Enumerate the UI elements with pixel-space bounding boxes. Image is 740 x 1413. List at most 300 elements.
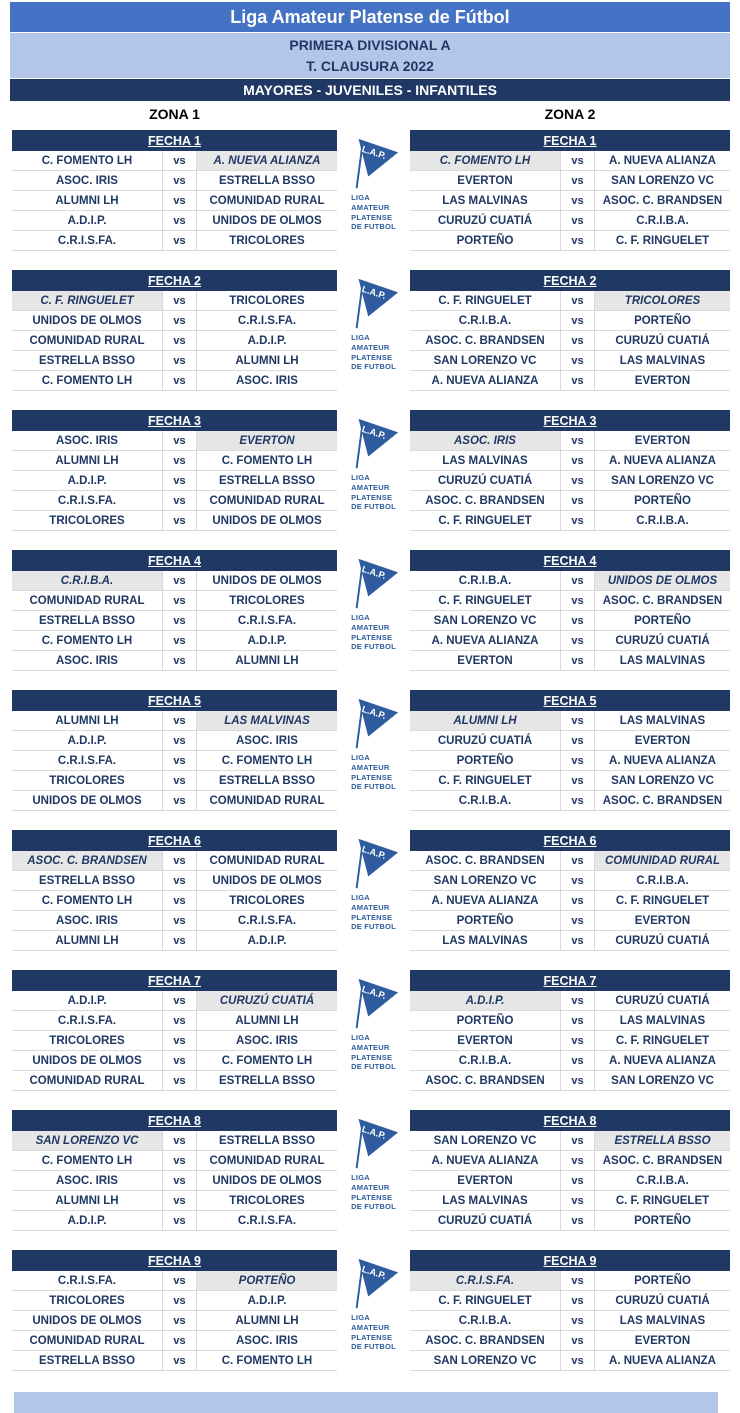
home-team-cell: C.R.I.S.FA. [57, 1274, 117, 1287]
home-team-cell: C.R.I.S.FA. [57, 1014, 117, 1027]
match-row [12, 1051, 337, 1071]
match-row [12, 1171, 337, 1191]
away-team-cell: ESTRELLA BSSO [218, 1074, 316, 1087]
match-row [12, 451, 337, 471]
vs-label: vs [162, 291, 197, 310]
fecha-label: FECHA 5 [543, 693, 597, 708]
fecha-label: FECHA 8 [147, 1113, 201, 1128]
vs-label: vs [162, 631, 197, 650]
vs-label: vs [162, 431, 197, 450]
away-team-cell: UNIDOS DE OLMOS [212, 214, 322, 227]
vs-label: vs [162, 471, 197, 490]
vs-label: vs [560, 171, 595, 190]
away-team-cell: ASOC. IRIS [236, 734, 298, 747]
away-team-cell: A. NUEVA ALIANZA [609, 754, 716, 767]
round-row [0, 1250, 740, 1371]
home-team-cell: ALUMNI LH [55, 714, 119, 727]
match-row [12, 611, 337, 631]
vs-label: vs [162, 1171, 197, 1190]
pennant-flag-icon [346, 1256, 402, 1312]
away-team-cell: A. NUEVA ALIANZA [609, 154, 716, 167]
home-team-cell: COMUNIDAD RURAL [29, 1074, 145, 1087]
home-team-cell: SAN LORENZO VC [12, 1131, 162, 1150]
home-team-cell: C. FOMENTO LH [41, 1154, 133, 1167]
match-row [12, 211, 337, 231]
vs-label: vs [162, 1031, 197, 1050]
match-row [410, 1351, 730, 1371]
match-row [12, 491, 337, 511]
tournament-title: T. CLAUSURA 2022 [306, 57, 434, 74]
round-row [0, 1110, 740, 1231]
match-row [410, 871, 730, 891]
logo-caption [351, 1033, 396, 1072]
away-team-cell: CURUZÚ CUATIÁ [615, 634, 710, 647]
vs-label: vs [162, 1211, 197, 1230]
home-team-cell: COMUNIDAD RURAL [29, 594, 145, 607]
away-team-cell: C. F. RINGUELET [615, 894, 710, 907]
match-row [410, 851, 730, 871]
away-team-cell: LAS MALVINAS [619, 1014, 706, 1027]
match-row [410, 611, 730, 631]
match-row [12, 151, 337, 171]
vs-label: vs [560, 1131, 595, 1150]
match-row [410, 1151, 730, 1171]
fixture-table-zone1 [12, 1110, 337, 1231]
logo-caption-line: LIGA [351, 473, 370, 482]
away-team-cell: C. FOMENTO LH [221, 1354, 313, 1367]
vs-label: vs [560, 471, 595, 490]
pennant-flag-icon [346, 136, 402, 192]
match-row [12, 171, 337, 191]
match-row [12, 311, 337, 331]
fecha-header [12, 410, 337, 431]
fecha-header [12, 690, 337, 711]
match-row [12, 711, 337, 731]
home-team-cell: SAN LORENZO VC [433, 874, 537, 887]
pennant-flag-text: L.A.P. [360, 703, 387, 722]
vs-label: vs [560, 331, 595, 350]
away-team-cell: SAN LORENZO VC [611, 1074, 714, 1087]
match-row [410, 571, 730, 591]
match-row [12, 511, 337, 531]
logo-caption-line: LIGA [351, 1033, 370, 1042]
lap-logo [337, 130, 410, 232]
match-row [410, 431, 730, 451]
home-team-cell: C. F. RINGUELET [438, 514, 532, 527]
fixture-table-zone1 [12, 830, 337, 951]
fixture-table-zone2 [410, 410, 730, 531]
logo-caption-line: DE FUTBOL [351, 222, 396, 232]
home-team-cell: C.R.I.B.A. [12, 571, 162, 590]
home-team-cell: C. F. RINGUELET [438, 774, 532, 787]
away-team-cell: ASOC. IRIS [236, 1034, 298, 1047]
match-row [410, 511, 730, 531]
match-row [12, 591, 337, 611]
away-team-cell: EVERTON [634, 434, 691, 447]
match-row [12, 231, 337, 251]
away-team-cell: LAS MALVINAS [619, 654, 706, 667]
away-team-cell: C. FOMENTO LH [221, 454, 313, 467]
match-row [410, 1071, 730, 1091]
fecha-header [12, 1110, 337, 1131]
vs-label: vs [162, 1011, 197, 1030]
away-team-cell: COMUNIDAD RURAL [209, 194, 325, 207]
vs-label: vs [560, 871, 595, 890]
home-team-cell: LAS MALVINAS [442, 1194, 528, 1207]
vs-label: vs [560, 711, 595, 730]
match-row [410, 1311, 730, 1331]
pennant-flag-icon [346, 836, 402, 892]
pennant-flag-text: L.A.P. [360, 983, 387, 1002]
away-team-cell: TRICOLORES [229, 294, 305, 307]
match-row [410, 471, 730, 491]
round-row [0, 970, 740, 1091]
away-team-cell: PORTEÑO [634, 1214, 691, 1227]
match-row [410, 191, 730, 211]
away-team-cell: UNIDOS DE OLMOS [595, 571, 730, 590]
home-team-cell: C.R.I.B.A. [458, 1314, 512, 1327]
away-team-cell: C.R.I.S.FA. [237, 614, 297, 627]
logo-caption-line: PLATENSE [351, 632, 393, 642]
match-row [410, 1291, 730, 1311]
fecha-label: FECHA 7 [543, 973, 597, 988]
logo-caption-line: PLATENSE [351, 492, 393, 502]
home-team-cell: ALUMNI LH [55, 1194, 119, 1207]
logo-caption-line: AMATEUR [351, 1042, 390, 1052]
match-row [12, 651, 337, 671]
home-team-cell: SAN LORENZO VC [433, 1134, 537, 1147]
pennant-flag-text: L.A.P. [360, 423, 387, 442]
home-team-cell: ASOC. IRIS [56, 914, 118, 927]
away-team-cell: ALUMNI LH [235, 354, 299, 367]
lap-logo [337, 270, 410, 372]
match-row [410, 231, 730, 251]
home-team-cell: ASOC. IRIS [410, 431, 560, 450]
pennant-flag-icon [346, 976, 402, 1032]
logo-caption-line: PLATENSE [351, 772, 393, 782]
logo-caption-line: PLATENSE [351, 1192, 393, 1202]
vs-label: vs [560, 151, 595, 170]
vs-label: vs [162, 1351, 197, 1370]
round-row [0, 550, 740, 671]
vs-label: vs [560, 1011, 595, 1030]
match-row [410, 1171, 730, 1191]
match-row [410, 351, 730, 371]
home-team-cell: A. NUEVA ALIANZA [431, 634, 539, 647]
vs-label: vs [560, 451, 595, 470]
logo-caption-line: LIGA [351, 1173, 370, 1182]
away-team-cell: UNIDOS DE OLMOS [212, 514, 322, 527]
round-row [0, 830, 740, 951]
match-row [12, 291, 337, 311]
away-team-cell: PORTEÑO [634, 314, 691, 327]
fecha-header [410, 550, 730, 571]
away-team-cell: COMUNIDAD RURAL [209, 794, 325, 807]
home-team-cell: UNIDOS DE OLMOS [32, 794, 142, 807]
home-team-cell: ASOC. IRIS [56, 434, 118, 447]
home-team-cell: TRICOLORES [49, 774, 125, 787]
match-row [410, 731, 730, 751]
vs-label: vs [162, 711, 197, 730]
home-team-cell: ALUMNI LH [55, 934, 119, 947]
vs-label: vs [162, 211, 197, 230]
lap-logo [337, 1110, 410, 1212]
logo-caption-line: LIGA [351, 193, 370, 202]
away-team-cell: COMUNIDAD RURAL [209, 854, 325, 867]
home-team-cell: ESTRELLA BSSO [38, 874, 136, 887]
vs-label: vs [162, 1051, 197, 1070]
zones-row [0, 101, 740, 127]
home-team-cell: EVERTON [457, 654, 513, 667]
lap-logo [337, 550, 410, 652]
home-team-cell: C. FOMENTO LH [41, 154, 133, 167]
away-team-cell: C.R.I.B.A. [636, 514, 689, 527]
away-team-cell: COMUNIDAD RURAL [209, 1154, 325, 1167]
home-team-cell: CURUZÚ CUATIÁ [437, 734, 533, 747]
home-team-cell: EVERTON [457, 1034, 513, 1047]
fecha-label: FECHA 1 [543, 133, 597, 148]
vs-label: vs [162, 911, 197, 930]
away-team-cell: C. F. RINGUELET [615, 1194, 710, 1207]
vs-label: vs [560, 591, 595, 610]
vs-label: vs [560, 1051, 595, 1070]
logo-caption-line: DE FUTBOL [351, 782, 396, 792]
home-team-cell: A.D.I.P. [67, 994, 107, 1007]
match-row [410, 451, 730, 471]
logo-caption [351, 613, 396, 652]
match-row [12, 751, 337, 771]
home-team-cell: C.R.I.B.A. [458, 794, 512, 807]
logo-caption [351, 1173, 396, 1212]
logo-caption [351, 893, 396, 932]
lap-logo [337, 970, 410, 1072]
fixture-table-zone2 [410, 690, 730, 811]
away-team-cell: ALUMNI LH [235, 1314, 299, 1327]
logo-caption-line: PLATENSE [351, 212, 393, 222]
home-team-cell: ASOC. C. BRANDSEN [425, 1334, 545, 1347]
zone2-label: ZONA 2 [544, 106, 596, 122]
fixture-table-zone1 [12, 690, 337, 811]
vs-label: vs [560, 571, 595, 590]
vs-label: vs [560, 1171, 595, 1190]
vs-label: vs [560, 1211, 595, 1230]
fixture-table-zone2 [410, 970, 730, 1091]
away-team-cell: SAN LORENZO VC [611, 174, 714, 187]
home-team-cell: A.D.I.P. [67, 734, 107, 747]
zone1-label: ZONA 1 [149, 106, 200, 122]
match-row [410, 991, 730, 1011]
vs-label: vs [162, 331, 197, 350]
away-team-cell: ALUMNI LH [235, 1014, 299, 1027]
match-row [12, 631, 337, 651]
match-row [410, 291, 730, 311]
home-team-cell: UNIDOS DE OLMOS [32, 1054, 142, 1067]
pennant-flag-text: L.A.P. [360, 1263, 387, 1282]
pennant-flag-icon [346, 696, 402, 752]
match-row [410, 891, 730, 911]
away-team-cell: CURUZÚ CUATIÁ [197, 991, 337, 1010]
round-row [0, 270, 740, 391]
away-team-cell: A.D.I.P. [247, 334, 287, 347]
vs-label: vs [560, 771, 595, 790]
away-team-cell: COMUNIDAD RURAL [209, 494, 325, 507]
away-team-cell: CURUZÚ CUATIÁ [615, 1294, 710, 1307]
round-row [0, 130, 740, 251]
match-row [12, 911, 337, 931]
away-team-cell: A. NUEVA ALIANZA [197, 151, 337, 170]
home-team-cell: A.D.I.P. [67, 214, 107, 227]
away-team-cell: ASOC. C. BRANDSEN [602, 794, 723, 807]
fecha-header [410, 270, 730, 291]
fecha-header [12, 550, 337, 571]
pennant-flag-icon [346, 1116, 402, 1172]
home-team-cell: C. FOMENTO LH [410, 151, 560, 170]
home-team-cell: LAS MALVINAS [442, 934, 528, 947]
logo-caption [351, 473, 396, 512]
logo-caption-line: DE FUTBOL [351, 1202, 396, 1212]
away-team-cell: A.D.I.P. [247, 934, 287, 947]
lap-logo [337, 1250, 410, 1352]
away-team-cell: CURUZÚ CUATIÁ [615, 994, 710, 1007]
match-row [12, 891, 337, 911]
home-team-cell: ASOC. C. BRANDSEN [425, 494, 545, 507]
match-row [410, 1131, 730, 1151]
vs-label: vs [560, 911, 595, 930]
vs-label: vs [560, 371, 595, 390]
vs-label: vs [162, 1311, 197, 1330]
pennant-flag-text: L.A.P. [360, 1123, 387, 1142]
home-team-cell: C.R.I.B.A. [458, 574, 512, 587]
away-team-cell: A.D.I.P. [247, 634, 287, 647]
match-row [12, 1011, 337, 1031]
vs-label: vs [560, 611, 595, 630]
away-team-cell: SAN LORENZO VC [611, 474, 714, 487]
logo-caption-line: AMATEUR [351, 1322, 390, 1332]
logo-caption-line: PLATENSE [351, 352, 393, 362]
home-team-cell: C. F. RINGUELET [12, 291, 162, 310]
away-team-cell: COMUNIDAD RURAL [595, 851, 730, 870]
vs-label: vs [162, 1131, 197, 1150]
logo-caption-line: LIGA [351, 613, 370, 622]
home-team-cell: TRICOLORES [49, 514, 125, 527]
vs-label: vs [560, 1331, 595, 1350]
logo-caption-line: AMATEUR [351, 902, 390, 912]
match-row [12, 791, 337, 811]
fecha-header [12, 1250, 337, 1271]
match-row [410, 651, 730, 671]
away-team-cell: CURUZÚ CUATIÁ [615, 934, 710, 947]
home-team-cell: PORTEÑO [456, 234, 514, 247]
vs-label: vs [162, 1331, 197, 1350]
logo-caption-line: DE FUTBOL [351, 502, 396, 512]
match-row [12, 1291, 337, 1311]
vs-label: vs [162, 651, 197, 670]
vs-label: vs [162, 451, 197, 470]
home-team-cell: SAN LORENZO VC [433, 1354, 537, 1367]
vs-label: vs [162, 1151, 197, 1170]
home-team-cell: ASOC. IRIS [56, 174, 118, 187]
lap-logo [337, 690, 410, 792]
home-team-cell: C.R.I.S.FA. [410, 1271, 560, 1290]
vs-label: vs [162, 491, 197, 510]
fixture-table-zone2 [410, 550, 730, 671]
match-row [410, 931, 730, 951]
vs-label: vs [560, 1291, 595, 1310]
fecha-label: FECHA 1 [147, 133, 201, 148]
fixture-table-zone2 [410, 270, 730, 391]
logo-caption-line: AMATEUR [351, 482, 390, 492]
fecha-label: FECHA 4 [543, 553, 597, 568]
fecha-header [410, 130, 730, 151]
away-team-cell: ESTRELLA BSSO [218, 474, 316, 487]
home-team-cell: ESTRELLA BSSO [38, 614, 136, 627]
away-team-cell: LAS MALVINAS [619, 714, 706, 727]
vs-label: vs [162, 151, 197, 170]
fecha-label: FECHA 2 [147, 273, 201, 288]
match-row [12, 931, 337, 951]
match-row [410, 1331, 730, 1351]
match-row [12, 1351, 337, 1371]
vs-label: vs [162, 1291, 197, 1310]
match-row [12, 871, 337, 891]
fecha-label: FECHA 6 [543, 833, 597, 848]
vs-label: vs [162, 791, 197, 810]
vs-label: vs [560, 511, 595, 530]
fixture-table-zone1 [12, 410, 337, 531]
match-row [410, 491, 730, 511]
fecha-label: FECHA 5 [147, 693, 201, 708]
vs-label: vs [560, 1351, 595, 1370]
logo-caption-line: DE FUTBOL [351, 922, 396, 932]
fixture-table-zone1 [12, 970, 337, 1091]
away-team-cell: C.R.I.S.FA. [237, 314, 297, 327]
match-row [410, 791, 730, 811]
match-row [12, 1331, 337, 1351]
vs-label: vs [162, 771, 197, 790]
vs-label: vs [560, 1311, 595, 1330]
vs-label: vs [560, 791, 595, 810]
vs-label: vs [162, 311, 197, 330]
away-team-cell: ESTRELLA BSSO [218, 774, 316, 787]
away-team-cell: ASOC. C. BRANDSEN [602, 594, 723, 607]
vs-label: vs [560, 651, 595, 670]
vs-label: vs [560, 631, 595, 650]
home-team-cell: CURUZÚ CUATIÁ [437, 474, 533, 487]
logo-caption [351, 333, 396, 372]
league-title: Liga Amateur Platense de Fútbol [10, 2, 730, 32]
logo-caption-line: LIGA [351, 753, 370, 762]
division-title: PRIMERA DIVISIONAL A [289, 37, 451, 54]
fecha-label: FECHA 7 [147, 973, 201, 988]
logo-caption-line: LIGA [351, 1313, 370, 1322]
match-row [12, 351, 337, 371]
fecha-label: FECHA 6 [147, 833, 201, 848]
home-team-cell: C. FOMENTO LH [41, 374, 133, 387]
home-team-cell: C. F. RINGUELET [438, 294, 532, 307]
fecha-header [12, 830, 337, 851]
vs-label: vs [560, 231, 595, 250]
match-row [410, 1031, 730, 1051]
away-team-cell: ALUMNI LH [235, 654, 299, 667]
away-team-cell: TRICOLORES [229, 1194, 305, 1207]
away-team-cell: TRICOLORES [595, 291, 730, 310]
fecha-label: FECHA 2 [543, 273, 597, 288]
match-row [410, 711, 730, 731]
vs-label: vs [162, 611, 197, 630]
fixture-table-zone1 [12, 270, 337, 391]
away-team-cell: EVERTON [634, 734, 691, 747]
logo-caption-line: DE FUTBOL [351, 362, 396, 372]
